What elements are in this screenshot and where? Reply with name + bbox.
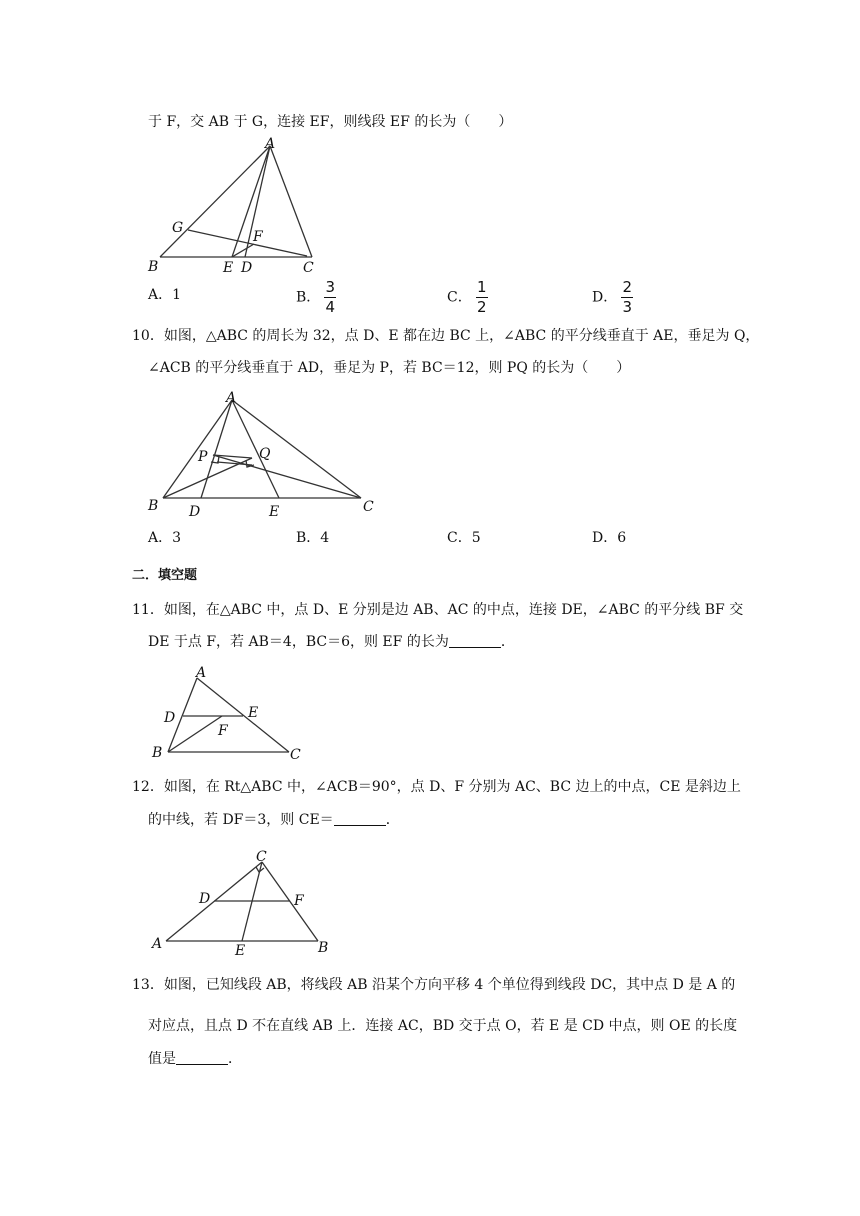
q9-text-line1: 于 F，交 AB 于 G，连接 EF，则线段 EF 的长为（ ）	[148, 114, 513, 130]
q9-option-b-fraction	[324, 280, 336, 315]
section-title-fill-blank: 二．填空题	[132, 568, 198, 583]
q11-text-line2	[148, 632, 515, 652]
q10-option-d: D．6	[592, 530, 627, 546]
q11-text-line1: 11．如图，在△ABC 中，点 D、E 分别是边 AB、AC 的中点，连接 DE，∠ABC 的平分线 BF 交	[132, 602, 744, 618]
q10-option-a: A．3	[148, 530, 182, 546]
q9-label-F: F	[253, 229, 263, 245]
q9-option-d-num: 2	[622, 278, 632, 296]
q9-option-b-den: 4	[325, 298, 336, 316]
q12-text-line2	[148, 810, 400, 830]
q12-text-line1: 12．如图，在 Rt△ABC 中，∠ACB＝90°，点 D、F 分别为 AC、BC 边上的中点，CE 是斜边上	[132, 779, 741, 795]
q10-label-P: P	[198, 449, 208, 465]
q11-label-A: A	[196, 665, 207, 681]
q9-option-d	[592, 280, 633, 315]
q12-label-A: A	[152, 936, 163, 952]
q12-text-line2-main: 的中线，若 DF＝3，则 CE＝	[148, 812, 334, 828]
q12-label-F: F	[294, 893, 304, 909]
q13-text-line1: 13．如图，已知线段 AB，将线段 AB 沿某个方向平移 4 个单位得到线段 DC，其中点 D 是 A 的	[132, 977, 736, 993]
q11-label-F: F	[218, 723, 228, 739]
q13-answer-blank[interactable]	[176, 1050, 228, 1065]
q13-text-line3-main: 值是	[148, 1051, 176, 1067]
q9-option-c-fraction	[476, 280, 488, 315]
q9-option-c	[447, 280, 488, 315]
q10-label-D: D	[189, 504, 201, 520]
q9-label-A: A	[265, 136, 276, 152]
q9-option-c-prefix: C．	[447, 289, 472, 306]
q12-figure	[148, 845, 338, 960]
q11-figure	[145, 662, 315, 762]
q10-option-c: C．5	[447, 530, 481, 546]
q11-text-line2-end: ．	[500, 634, 515, 650]
q13-text-line2: 对应点，且点 D 不在直线 AB 上．连接 AC，BD 交于点 O，若 E 是 CD 中点，则 OE 的长度	[148, 1018, 738, 1034]
q10-label-Q: Q	[259, 446, 271, 462]
q9-option-d-fraction	[621, 280, 633, 315]
q9-option-d-den: 3	[622, 298, 632, 316]
q12-label-D: D	[199, 891, 211, 907]
q9-option-b-prefix: B．	[296, 289, 321, 306]
q10-label-E: E	[269, 504, 280, 520]
q11-label-D: D	[164, 710, 176, 726]
q12-text-line2-end: ．	[385, 812, 400, 828]
q9-option-c-num: 1	[476, 278, 487, 296]
q9-option-b	[296, 280, 336, 315]
q9-option-a: A．1	[148, 287, 182, 303]
q11-label-E: E	[248, 705, 259, 721]
q9-label-D: D	[241, 260, 253, 276]
q10-label-B: B	[148, 498, 159, 514]
q10-text-line1: 10．如图，△ABC 的周长为 32，点 D、E 都在边 BC 上，∠ABC 的平分线垂直于 AE，垂足为 Q，	[132, 328, 760, 344]
q9-label-C: C	[303, 260, 314, 276]
q10-option-b: B．4	[296, 530, 330, 546]
q11-text-line2-main: DE 于点 F，若 AB＝4，BC＝6，则 EF 的长为	[148, 634, 449, 650]
q12-label-B: B	[318, 940, 329, 956]
q13-text-line3	[148, 1049, 242, 1069]
q9-label-G: G	[172, 220, 184, 236]
q11-answer-blank[interactable]	[449, 633, 501, 648]
q9-label-B: B	[148, 259, 159, 275]
q9-option-b-num: 3	[325, 278, 336, 296]
q12-label-E: E	[235, 943, 246, 959]
q11-label-C: C	[290, 747, 301, 763]
q13-text-line3-end: ．	[228, 1051, 242, 1067]
q10-figure	[140, 385, 380, 520]
q12-answer-blank[interactable]	[334, 811, 386, 826]
q10-text-line2: ∠ACB 的平分线垂直于 AD，垂足为 P，若 BC＝12，则 PQ 的长为（ ）	[148, 360, 631, 376]
q10-label-A: A	[226, 390, 237, 406]
q9-option-c-den: 2	[476, 298, 487, 316]
q9-figure	[140, 135, 340, 275]
q10-label-C: C	[363, 499, 374, 515]
q12-label-C: C	[256, 849, 267, 865]
q9-option-d-prefix: D．	[592, 289, 618, 306]
q11-label-B: B	[152, 745, 163, 761]
q9-label-E: E	[223, 260, 234, 276]
